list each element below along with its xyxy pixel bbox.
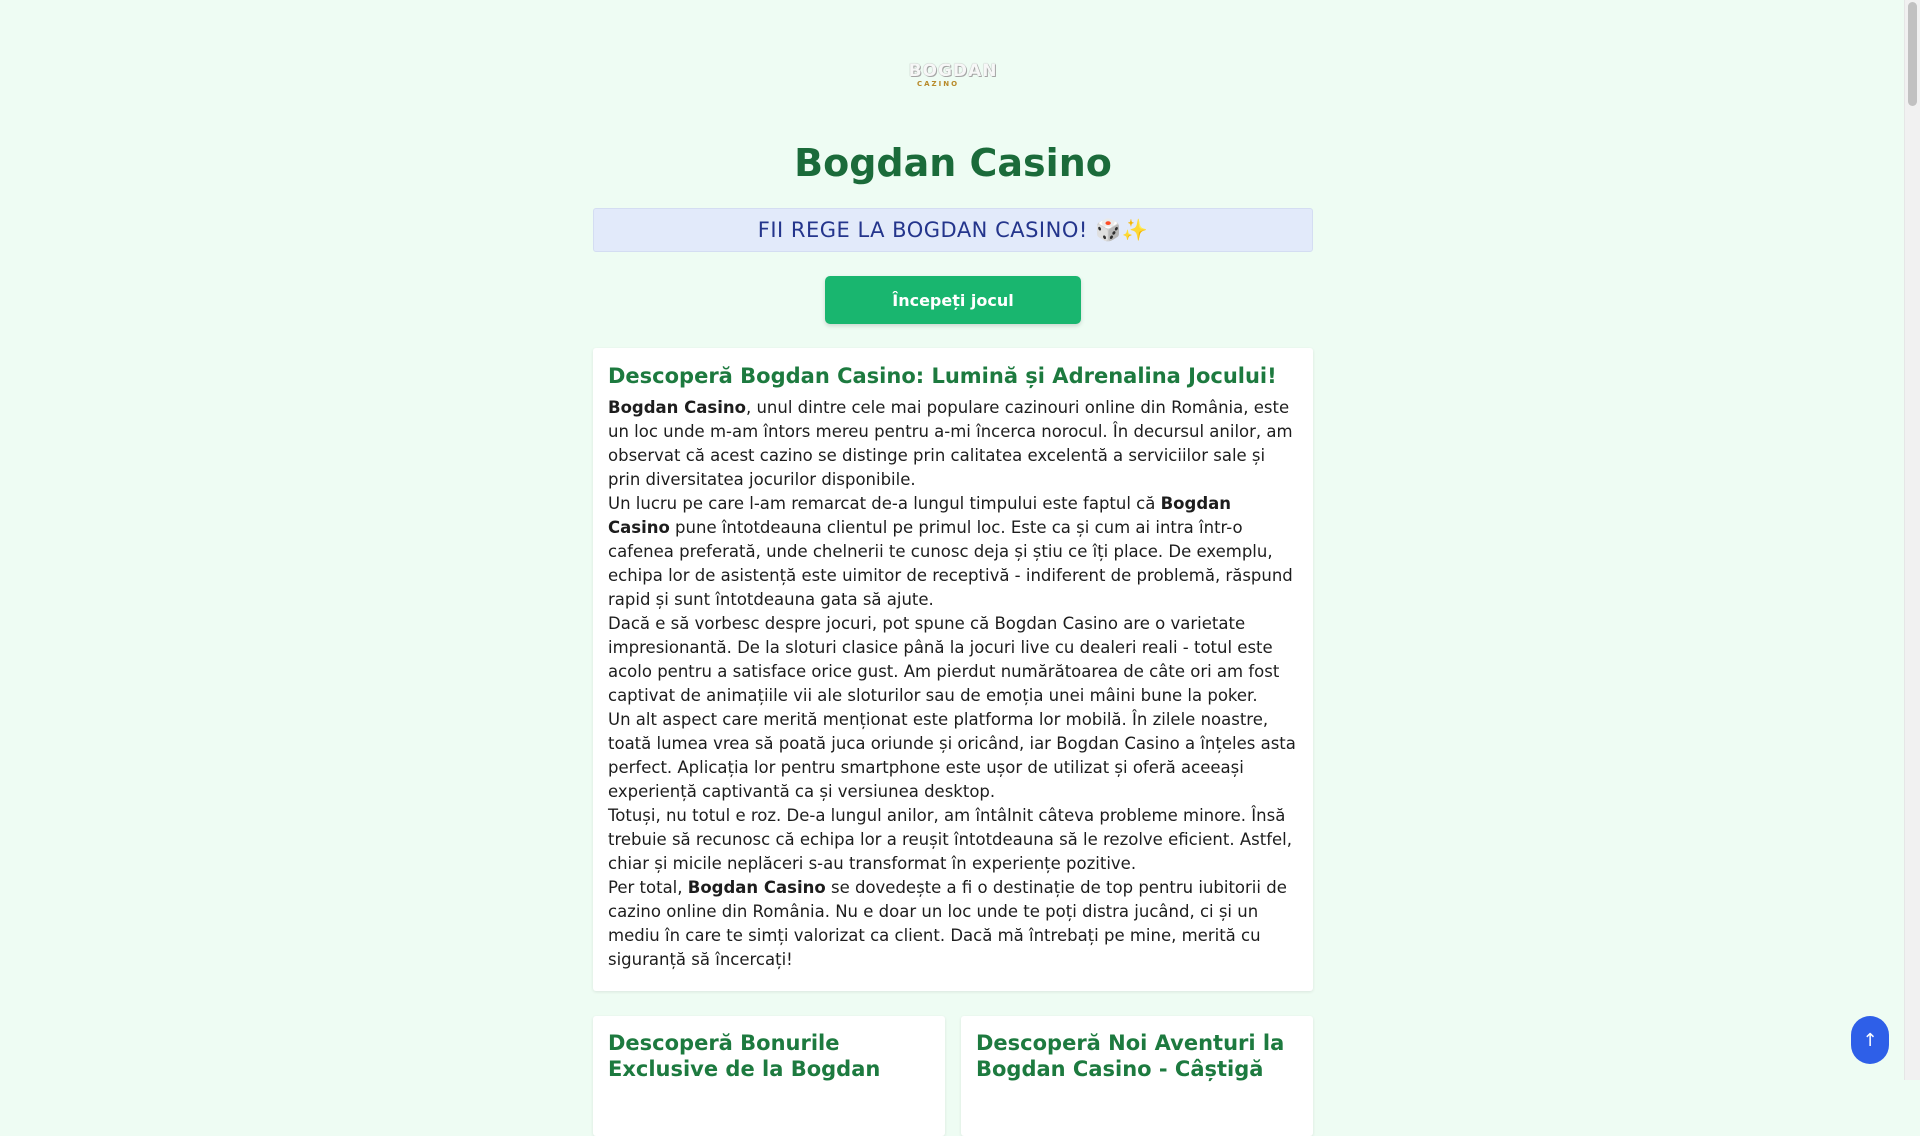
logo-subtitle: CAZINO — [917, 80, 960, 88]
page-title: Bogdan Casino — [794, 141, 1112, 185]
bonus-card — [593, 1016, 945, 1136]
article-paragraph: Dacă e să vorbesc despre jocuri, pot spune că Bogdan Casino are o varietate impresionantă. De la sloturi clasice până la jocuri live cu dealeri reali - totul este acolo pentru a satisface orice gust. Am pierdut numărătoarea de câte ori am fost captivat de animațiile vii ale sloturilor sau de emoția unei mâini bune la poker. — [608, 614, 1280, 705]
site-logo[interactable] — [907, 62, 999, 92]
adventure-card — [961, 1016, 1313, 1136]
logo-wordmark: BOGDAN — [908, 61, 998, 81]
article-card — [593, 348, 1313, 991]
article-paragraph: Totuși, nu totul e roz. De-a lungul anilor, am întâlnit câteva probleme minore. Însă trebuie să recunosc că echipa lor a reușit întotdeauna să le rezolve eficient. Astfel, chiar și micile neplăceri s-au transformat în experiențe pozitive. — [608, 806, 1292, 873]
adventure-card-heading: Descoperă Noi Aventuri la Bogdan Casino - Câștigă — [976, 1031, 1285, 1081]
page-scrollbar[interactable] — [1904, 0, 1920, 1080]
brand-name: Bogdan Casino — [608, 398, 746, 417]
scrollbar-thumb[interactable] — [1908, 2, 1917, 106]
article-paragraph: Per total, Bogdan Casino se dovedește a fi o destinație de top pentru iubitorii de cazino online din România. Nu e doar un loc unde te poți distra jucând, ci și un mediu în care te simți valorizat ca client. Dacă mă întrebați pe mine, merită cu siguranță să încercați! — [608, 878, 1287, 969]
brand-name: Bogdan Casino — [608, 494, 1232, 537]
brand-name: Bogdan Casino — [687, 878, 826, 897]
article-paragraph: Un alt aspect care merită menționat este platforma lor mobilă. În zilele noastre, toată lumea vrea să poată juca oriunde și oricând, iar Bogdan Casino a înțeles asta perfect. Aplicația lor pentru smartphone este ușor de utilizat și oferă aceeași experiență captivantă ca și versiunea desktop. — [608, 710, 1296, 801]
slogan-banner: FII REGE LA BOGDAN CASINO! 🎲✨ — [593, 208, 1313, 252]
start-game-button[interactable]: Începeți jocul — [825, 276, 1081, 324]
scroll-to-top-button[interactable]: ↑ — [1851, 1016, 1889, 1064]
article-paragraph: Un lucru pe care l-am remarcat de-a lungul timpului este faptul că Bogdan Casino pune întotdeauna clientul pe primul loc. Este ca și cum ai intra într-o cafenea preferată, unde chelnerii te cunosc deja și știu ce îți place. De exemplu, echipa lor de asistență este uimitor de receptivă - indiferent de problemă, răspund rapid și sunt întotdeauna gata să ajute. — [608, 494, 1293, 609]
article-heading: Descoperă Bogdan Casino: Lumină și Adrenalina Jocului! — [608, 364, 1277, 388]
bonus-card-heading: Descoperă Bonurile Exclusive de la Bogdan — [608, 1031, 881, 1081]
article-paragraph: Bogdan Casino, unul dintre cele mai populare cazinouri online din România, este un loc unde m-am întors mereu pentru a-mi încerca norocul. În decursul anilor, am observat că acest cazino se distinge prin calitatea excelentă a serviciilor sale și prin diversitatea jocurilor disponibile. — [608, 398, 1293, 489]
